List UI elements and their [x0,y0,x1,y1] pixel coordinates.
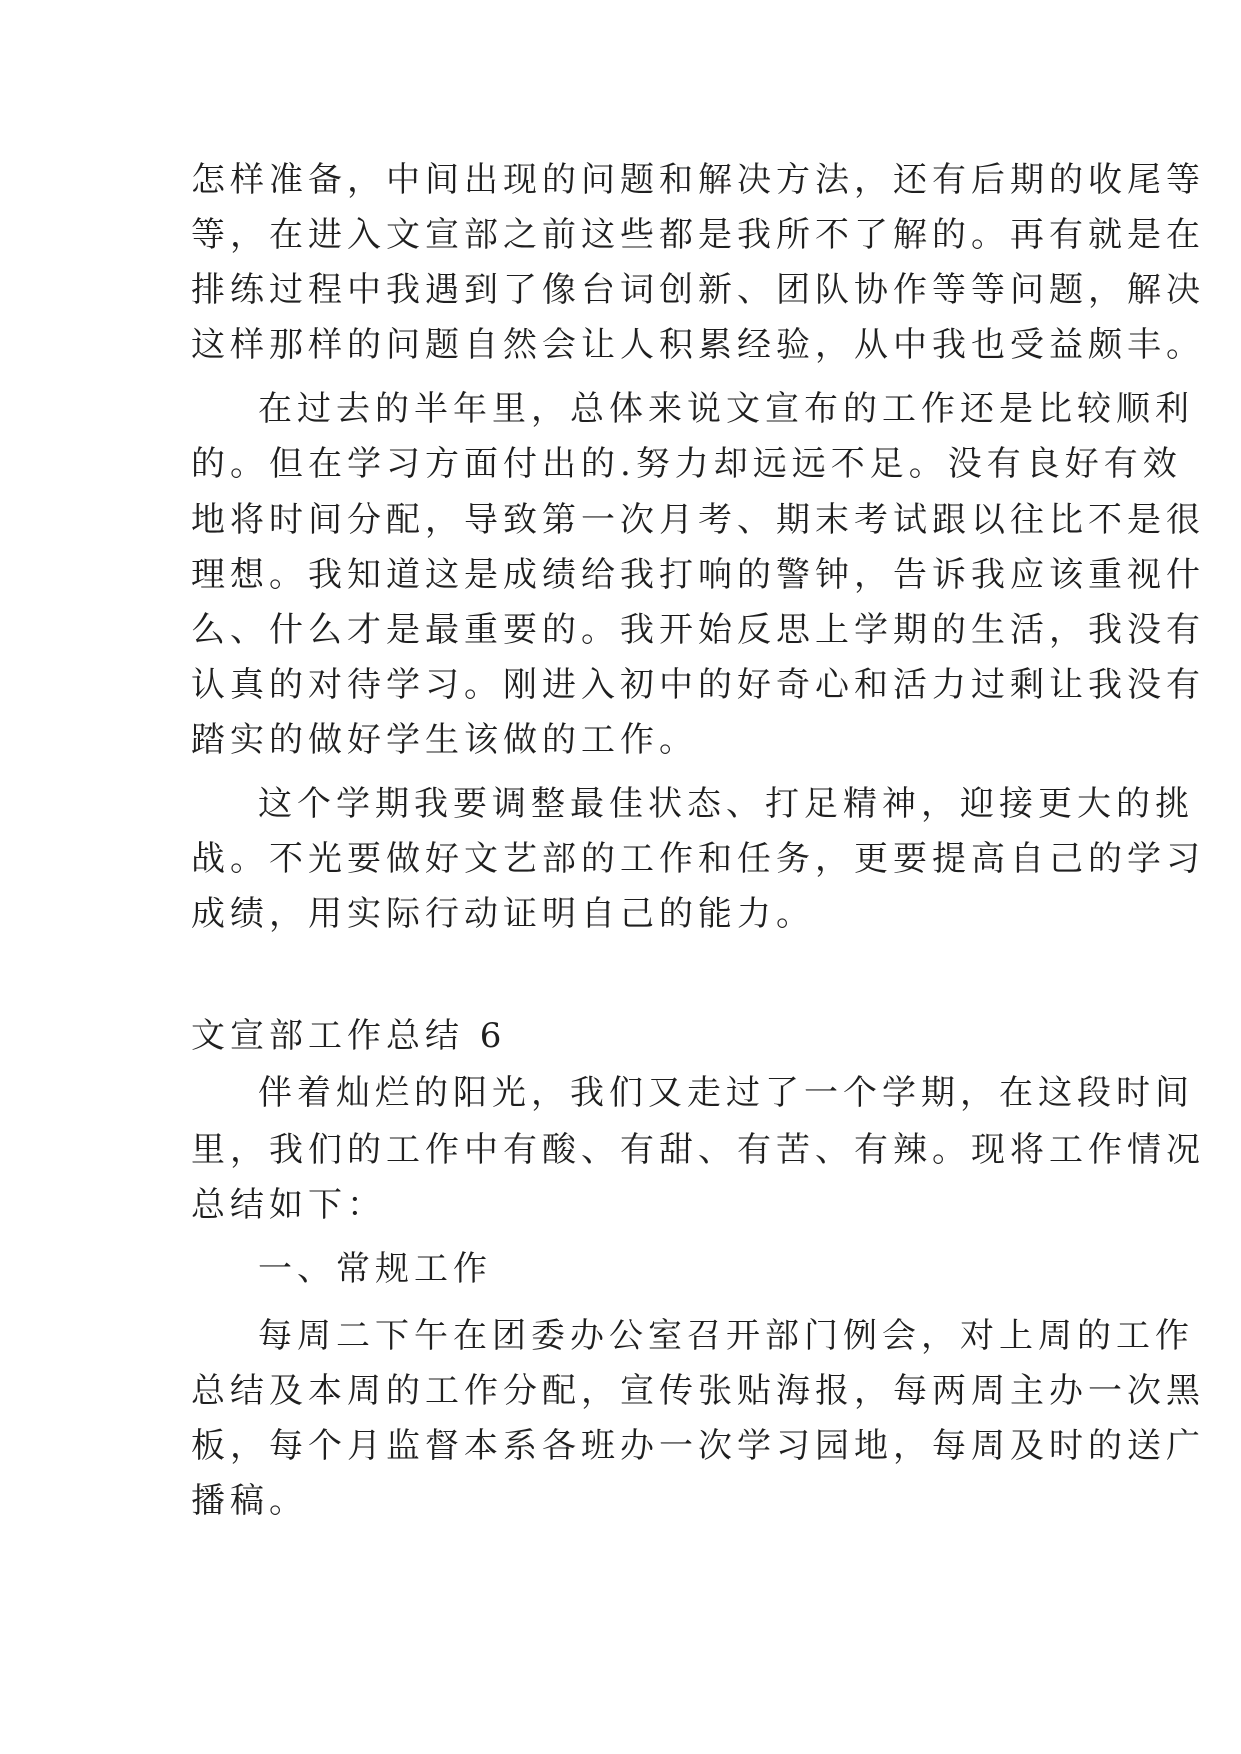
paragraph-3-line-3: 成绩，用实际行动证明自己的能力。 [191,894,815,934]
paragraph-5-line-3: 板，每个月监督本系各班办一次学习园地，每周及时的送广 [191,1426,1205,1466]
paragraph-3-line-2: 战。不光要做好文艺部的工作和任务，更要提高自己的学习 [191,839,1205,879]
section-heading: 文宣部工作总结 6 [191,1016,507,1056]
paragraph-2-line-7: 踏实的做好学生该做的工作。 [191,720,698,760]
paragraph-2-line-3: 地将时间分配，导致第一次月考、期末考试跟以往比不是很 [191,500,1205,540]
paragraph-4-line-2: 里，我们的工作中有酸、有甜、有苦、有辣。现将工作情况 [191,1130,1205,1170]
paragraph-5-line-1: 每周二下午在团委办公室召开部门例会，对上周的工作 [258,1316,1194,1356]
paragraph-5-line-4: 播稿。 [191,1481,308,1521]
paragraph-3-line-1: 这个学期我要调整最佳状态、打足精神，迎接更大的挑 [258,784,1194,824]
paragraph-2-line-6: 认真的对待学习。刚进入初中的好奇心和活力过剩让我没有 [191,665,1205,705]
paragraph-2-line-4: 理想。我知道这是成绩给我打响的警钟，告诉我应该重视什 [191,555,1205,595]
paragraph-2-line-5: 么、什么才是最重要的。我开始反思上学期的生活，我没有 [191,610,1205,650]
subsection-title: 一、常规工作 [258,1249,492,1289]
paragraph-2-line-1: 在过去的半年里，总体来说文宣布的工作还是比较顺利 [258,389,1194,429]
paragraph-4-line-1: 伴着灿烂的阳光，我们又走过了一个学期，在这段时间 [258,1073,1194,1113]
paragraph-1-line-2: 等，在进入文宣部之前这些都是我所不了解的。再有就是在 [191,215,1205,255]
paragraph-1-line-1: 怎样准备，中间出现的问题和解决方法，还有后期的收尾等 [191,160,1205,200]
paragraph-1-line-4: 这样那样的问题自然会让人积累经验，从中我也受益颇丰。 [191,325,1205,365]
paragraph-1-line-3: 排练过程中我遇到了像台词创新、团队协作等等问题，解决 [191,270,1205,310]
paragraph-2-line-2: 的。但在学习方面付出的.努力却远远不足。没有良好有效 [191,444,1182,484]
paragraph-5-line-2: 总结及本周的工作分配，宣传张贴海报，每两周主办一次黑 [191,1371,1205,1411]
paragraph-4-line-3: 总结如下： [191,1185,386,1225]
